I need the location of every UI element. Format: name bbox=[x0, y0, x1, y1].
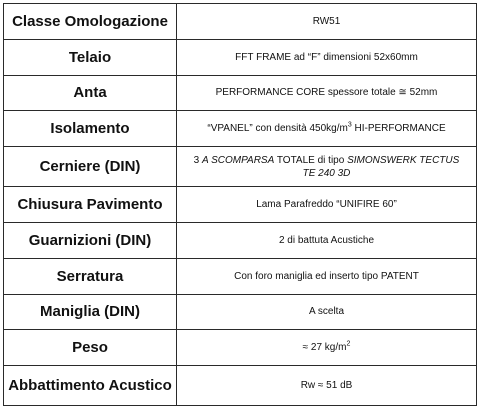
row-value: Rw ≈ 51 dB bbox=[177, 366, 477, 406]
value-text: “VPANEL” con densità 450kg/m bbox=[207, 123, 348, 135]
table-row bbox=[4, 187, 477, 223]
row-value: Con foro maniglia ed inserto tipo PATENT bbox=[177, 258, 477, 294]
row-label: Peso bbox=[4, 330, 177, 366]
row-label: Maniglia (DIN) bbox=[4, 294, 177, 330]
table-row bbox=[4, 4, 477, 40]
row-value: A scelta bbox=[177, 294, 477, 330]
row-value: FFT FRAME ad “F” dimensioni 52x60mm bbox=[177, 39, 477, 75]
table-row bbox=[4, 75, 477, 111]
value-text-suffix: HI-PERFORMANCE bbox=[351, 123, 446, 135]
superscript-exponent: 3 bbox=[347, 121, 352, 129]
value-text: ≈ 27 kg/m bbox=[302, 342, 347, 354]
row-label: Abbattimento Acustico bbox=[4, 366, 177, 406]
row-value: RW51 bbox=[177, 4, 477, 40]
table-row bbox=[4, 222, 477, 258]
row-value bbox=[177, 111, 477, 147]
row-label: Classe Omologazione bbox=[4, 4, 177, 40]
row-label: Serratura bbox=[4, 258, 177, 294]
value-count: 3 bbox=[193, 154, 203, 166]
row-label: Cerniere (DIN) bbox=[4, 147, 177, 187]
table-row bbox=[4, 366, 477, 406]
value-text: TOTALE di tipo bbox=[274, 154, 348, 166]
row-label: Isolamento bbox=[4, 111, 177, 147]
table-row bbox=[4, 330, 477, 366]
spec-table bbox=[3, 3, 477, 406]
table-row bbox=[4, 294, 477, 330]
table-row bbox=[4, 111, 477, 147]
value-italic-type: A SCOMPARSA bbox=[202, 154, 275, 166]
row-value bbox=[177, 147, 477, 187]
table-row bbox=[4, 147, 477, 187]
row-value: Lama Parafreddo “UNIFIRE 60” bbox=[177, 187, 477, 223]
row-value: 2 di battuta Acustiche bbox=[177, 222, 477, 258]
row-label: Telaio bbox=[4, 39, 177, 75]
value-italic-brand: SIMONSWERK TECTUS bbox=[347, 154, 460, 166]
table-row bbox=[4, 39, 477, 75]
row-label: Chiusura Pavimento bbox=[4, 187, 177, 223]
superscript-exponent: 2 bbox=[346, 340, 351, 348]
value-italic-model: TE 240 3D bbox=[302, 167, 351, 179]
row-label: Guarnizioni (DIN) bbox=[4, 222, 177, 258]
row-label: Anta bbox=[4, 75, 177, 111]
table-row bbox=[4, 258, 477, 294]
row-value bbox=[177, 330, 477, 366]
row-value: PERFORMANCE CORE spessore totale ≅ 52mm bbox=[177, 75, 477, 111]
